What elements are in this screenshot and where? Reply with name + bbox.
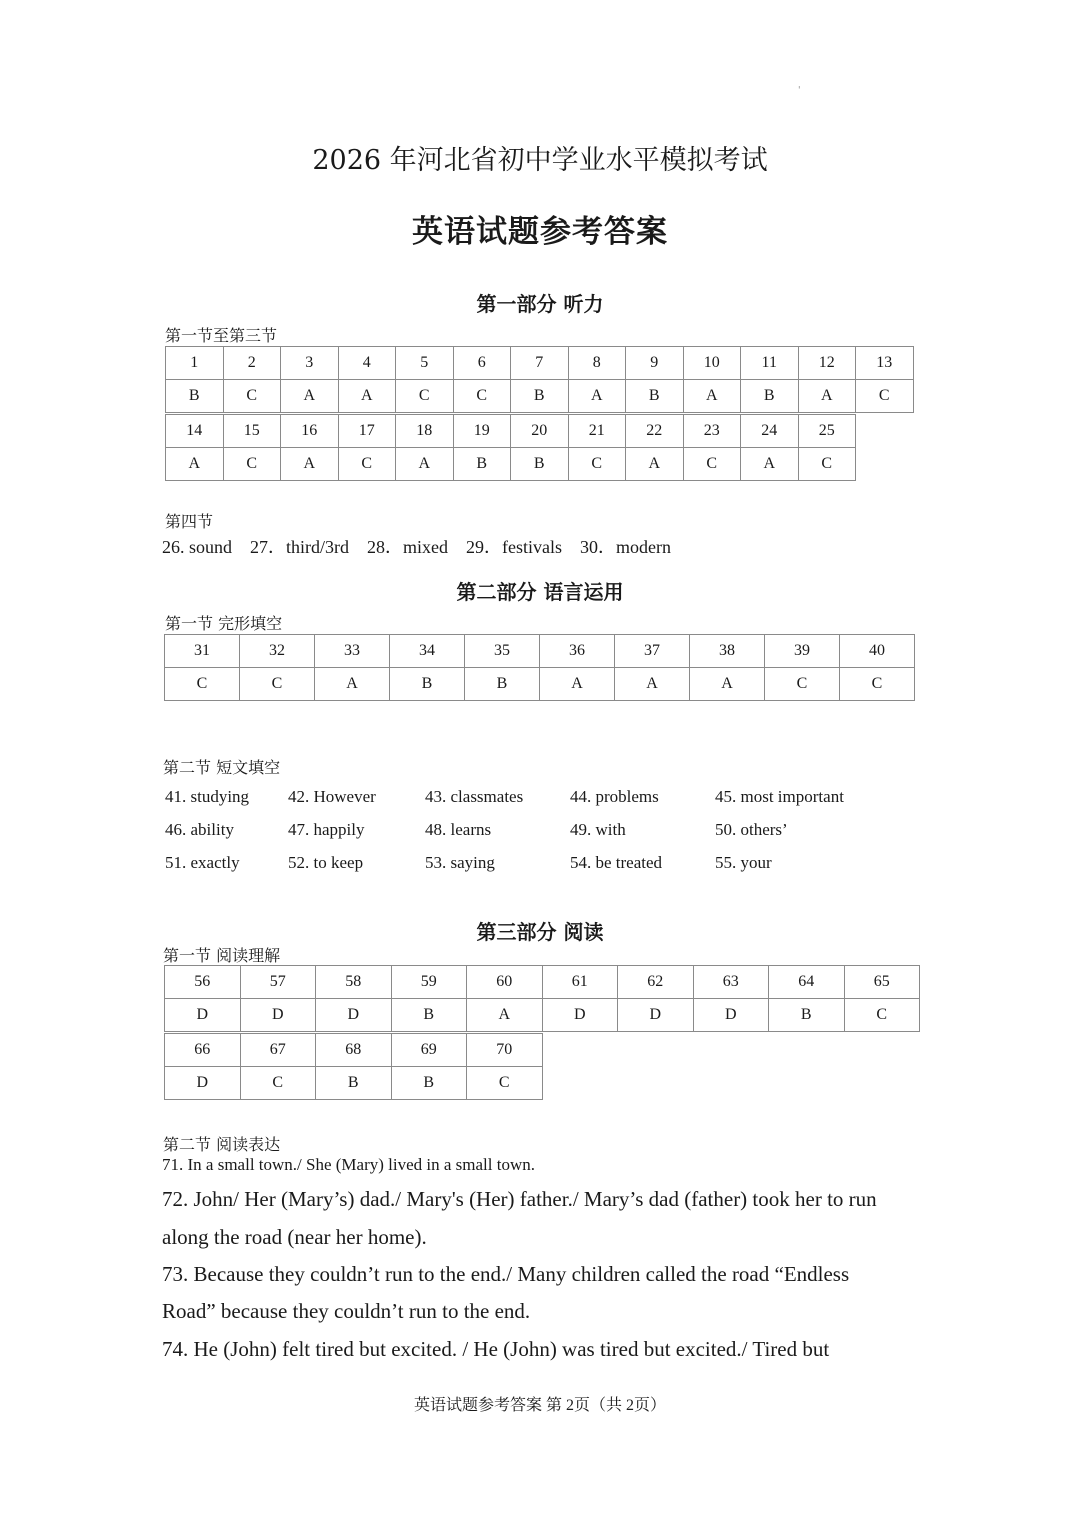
part1-section1-label: 第一节至第三节 xyxy=(165,326,278,345)
question-number-cell: 22 xyxy=(626,415,684,448)
listening-table-1 xyxy=(165,346,914,413)
question-number-cell: 15 xyxy=(223,415,281,448)
listening-answer-row xyxy=(166,448,856,481)
answer-cell: D xyxy=(618,999,694,1032)
question-number-cell: 33 xyxy=(315,635,390,668)
reading-table-2 xyxy=(164,1033,543,1100)
answer-cell: D xyxy=(316,999,392,1032)
answer-key-title: 英语试题参考答案 xyxy=(412,214,668,250)
question-number-cell: 58 xyxy=(316,966,392,999)
blank-answer: 49. with xyxy=(570,820,626,839)
answer-cell: A xyxy=(626,448,684,481)
answer-cell: A xyxy=(315,668,390,701)
answer-cell: A xyxy=(281,448,339,481)
answer-cell: C xyxy=(683,448,741,481)
answer-cell: A xyxy=(396,448,454,481)
question-number-cell: 4 xyxy=(338,347,396,380)
answer-cell: B xyxy=(741,380,799,413)
answer-cell: A xyxy=(467,999,543,1032)
answer-cell: B xyxy=(391,999,467,1032)
question-number-cell: 9 xyxy=(626,347,684,380)
answer-cell: B xyxy=(769,999,845,1032)
answer-cell: C xyxy=(165,668,240,701)
question-number-cell: 13 xyxy=(856,347,914,380)
question-number-cell: 61 xyxy=(542,966,618,999)
cloze-answer-row xyxy=(165,668,915,701)
question-number-cell: 66 xyxy=(165,1034,241,1067)
exam-title: 2026 年河北省初中学业水平模拟考试 xyxy=(312,145,768,176)
question-number-cell: 68 xyxy=(316,1034,392,1067)
blank-answer: 48. learns xyxy=(425,820,492,839)
answer-cell: C xyxy=(568,448,626,481)
blank-answer: 44. problems xyxy=(570,787,659,806)
question-number-cell: 8 xyxy=(568,347,626,380)
blank-answer: 47. happily xyxy=(288,820,365,839)
answer-cell: D xyxy=(542,999,618,1032)
answer-cell: A xyxy=(338,380,396,413)
reading-answer-row xyxy=(165,1067,543,1100)
question-number-cell: 60 xyxy=(467,966,543,999)
question-number-cell: 1 xyxy=(166,347,224,380)
answer-cell: C xyxy=(798,448,856,481)
answer-cell: B xyxy=(166,380,224,413)
blank-answer: 54. be treated xyxy=(570,853,663,872)
part3-heading: 第三部分 阅读 xyxy=(476,920,604,944)
answer-cell: C xyxy=(240,1067,316,1100)
expression-line: 73. Because they couldn’t run to the end./ Many children called the road “Endless xyxy=(162,1262,850,1286)
answer-cell: B xyxy=(465,668,540,701)
answer-cell: A xyxy=(683,380,741,413)
answer-cell: B xyxy=(391,1067,467,1100)
question-number-cell: 39 xyxy=(765,635,840,668)
answer-cell: B xyxy=(390,668,465,701)
answer-cell: C xyxy=(396,380,454,413)
question-number-cell: 10 xyxy=(683,347,741,380)
blank-answer: 55. your xyxy=(715,853,772,872)
blank-answer: 45. most important xyxy=(715,787,844,806)
question-number-cell: 57 xyxy=(240,966,316,999)
question-number-cell: 63 xyxy=(693,966,769,999)
question-number-cell: 6 xyxy=(453,347,511,380)
reading-answer-row xyxy=(165,999,920,1032)
blank-answer: 51. exactly xyxy=(165,853,240,872)
question-number-cell: 7 xyxy=(511,347,569,380)
listening-answer-row xyxy=(166,380,914,413)
question-number-cell: 40 xyxy=(840,635,915,668)
question-number-cell: 25 xyxy=(798,415,856,448)
question-number-cell: 11 xyxy=(741,347,799,380)
answer-cell: D xyxy=(693,999,769,1032)
answer-cell: C xyxy=(338,448,396,481)
question-number-cell: 3 xyxy=(281,347,339,380)
answer-cell: A xyxy=(690,668,765,701)
answer-cell: B xyxy=(453,448,511,481)
answer-cell: B xyxy=(511,448,569,481)
blank-answer: 41. studying xyxy=(165,787,250,806)
blank-answer: 50. others’ xyxy=(715,820,788,839)
answer-cell: D xyxy=(165,1067,241,1100)
answer-cell: C xyxy=(223,380,281,413)
answer-cell: C xyxy=(840,668,915,701)
scan-mark: ' xyxy=(798,86,801,96)
question-number-cell: 16 xyxy=(281,415,339,448)
part1-section4-label: 第四节 xyxy=(165,512,214,531)
answer-cell: C xyxy=(223,448,281,481)
question-number-cell: 18 xyxy=(396,415,454,448)
answer-cell: D xyxy=(165,999,241,1032)
question-number-cell: 19 xyxy=(453,415,511,448)
question-number-cell: 34 xyxy=(390,635,465,668)
answer-cell: B xyxy=(626,380,684,413)
question-number-cell: 65 xyxy=(844,966,920,999)
answer-cell: B xyxy=(511,380,569,413)
answer-cell: A xyxy=(568,380,626,413)
question-number-cell: 23 xyxy=(683,415,741,448)
question-number-cell: 59 xyxy=(391,966,467,999)
question-number-cell: 36 xyxy=(540,635,615,668)
reading-table-1 xyxy=(164,965,920,1032)
listening-table-2 xyxy=(165,414,856,481)
question-number-cell: 38 xyxy=(690,635,765,668)
answer-cell: D xyxy=(240,999,316,1032)
answer-cell: C xyxy=(844,999,920,1032)
answer-cell: A xyxy=(798,380,856,413)
reading-number-row xyxy=(165,966,920,999)
page-footer: 英语试题参考答案 第 2页（共 2页） xyxy=(413,1397,666,1414)
part2-section1-label: 第一节 完形填空 xyxy=(165,614,283,633)
cloze-number-row xyxy=(165,635,915,668)
expression-line: 72. John/ Her (Mary’s) dad./ Mary's (Her) father./ Mary’s dad (father) took her to run xyxy=(162,1187,877,1211)
answer-cell: A xyxy=(741,448,799,481)
expression-line: 71. In a small town./ She (Mary) lived in a small town. xyxy=(162,1155,535,1174)
question-number-cell: 2 xyxy=(223,347,281,380)
question-number-cell: 20 xyxy=(511,415,569,448)
question-number-cell: 14 xyxy=(166,415,224,448)
answer-cell: C xyxy=(467,1067,543,1100)
question-number-cell: 67 xyxy=(240,1034,316,1067)
answer-cell: C xyxy=(453,380,511,413)
expression-line: along the road (near her home). xyxy=(162,1225,427,1249)
blank-answer: 52. to keep xyxy=(288,853,364,872)
blank-answer: 42. However xyxy=(288,787,376,806)
answer-cell: C xyxy=(856,380,914,413)
part3-section1-label: 第一节 阅读理解 xyxy=(163,946,281,965)
question-number-cell: 69 xyxy=(391,1034,467,1067)
question-number-cell: 21 xyxy=(568,415,626,448)
question-number-cell: 5 xyxy=(396,347,454,380)
part2-heading: 第二部分 语言运用 xyxy=(456,580,624,604)
answer-cell: A xyxy=(281,380,339,413)
reading-number-row xyxy=(165,1034,543,1067)
question-number-cell: 56 xyxy=(165,966,241,999)
part1-heading: 第一部分 听力 xyxy=(476,292,604,316)
question-number-cell: 70 xyxy=(467,1034,543,1067)
question-number-cell: 24 xyxy=(741,415,799,448)
question-number-cell: 64 xyxy=(769,966,845,999)
question-number-cell: 35 xyxy=(465,635,540,668)
question-number-cell: 17 xyxy=(338,415,396,448)
expression-line: 74. He (John) felt tired but excited. / He (John) was tired but excited./ Tired but xyxy=(162,1337,830,1361)
answer-cell: B xyxy=(316,1067,392,1100)
listening-number-row xyxy=(166,347,914,380)
answer-cell: A xyxy=(615,668,690,701)
part3-section2-label: 第二节 阅读表达 xyxy=(163,1135,281,1154)
blank-answer: 46. ability xyxy=(165,820,234,839)
answer-cell: C xyxy=(765,668,840,701)
question-number-cell: 32 xyxy=(240,635,315,668)
listening-number-row xyxy=(166,415,856,448)
blank-answer: 53. saying xyxy=(425,853,495,872)
question-number-cell: 62 xyxy=(618,966,694,999)
answer-cell: A xyxy=(166,448,224,481)
expression-line: Road” because they couldn’t run to the end. xyxy=(162,1299,531,1323)
part1-section4-answers: 26. sound 27．third/3rd 28．mixed 29．festivals 30．modern xyxy=(162,537,671,557)
question-number-cell: 12 xyxy=(798,347,856,380)
part2-section2-label: 第二节 短文填空 xyxy=(163,758,281,777)
question-number-cell: 37 xyxy=(615,635,690,668)
answer-cell: C xyxy=(240,668,315,701)
blank-answer: 43. classmates xyxy=(425,787,524,806)
question-number-cell: 31 xyxy=(165,635,240,668)
cloze-table xyxy=(164,634,915,701)
answer-cell: A xyxy=(540,668,615,701)
